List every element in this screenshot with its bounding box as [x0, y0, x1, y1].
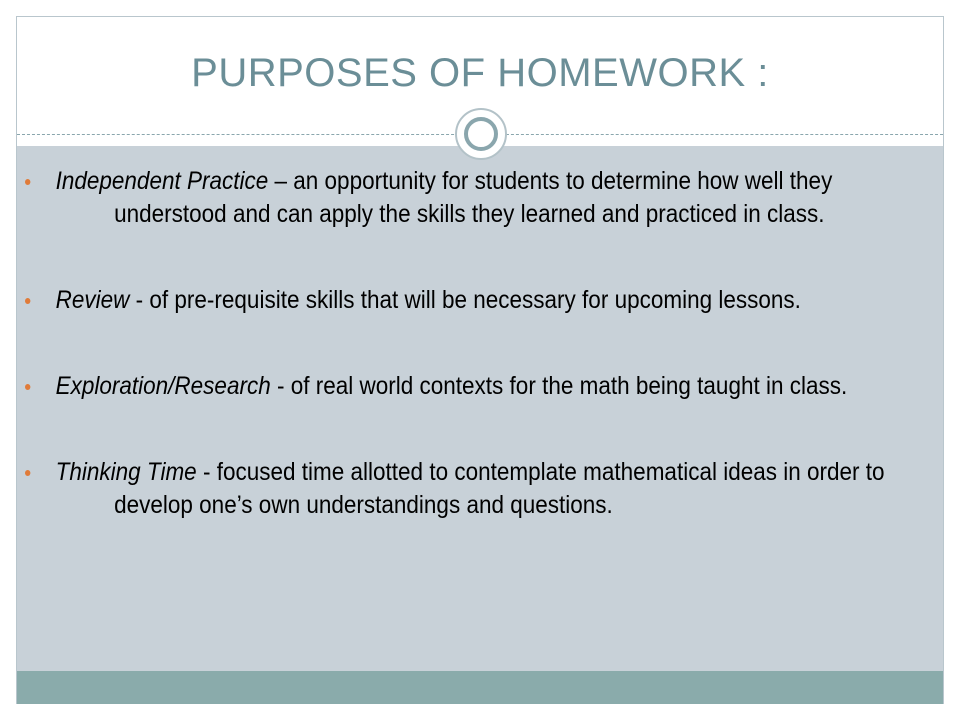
footer-bar [17, 671, 943, 704]
circle-ornament-inner [464, 117, 498, 151]
bullet-text: - of pre-requisite skills that will be necessary for upcoming lessons. [129, 286, 801, 314]
slide [16, 16, 944, 704]
bullet-term: Exploration/Research [55, 372, 271, 400]
bullet-item-review [25, 284, 925, 317]
bullet-term: Thinking Time [55, 458, 197, 486]
bullet-dot-icon [25, 298, 30, 304]
bullet-term: Review [55, 286, 130, 314]
bullet-dot-icon [25, 470, 30, 476]
slide-title: PURPOSES OF HOMEWORK : [191, 51, 769, 95]
content-area [17, 146, 943, 671]
bullet-item-independent-practice [25, 165, 925, 231]
bullet-dot-icon [25, 384, 30, 390]
bullet-item-thinking-time [25, 456, 925, 522]
bullet-item-exploration-research [25, 370, 925, 403]
bullet-text: - focused time allotted to contemplate mathematical ideas in order to develop one’s own understandings and questions. [114, 458, 885, 519]
bullet-dot-icon [25, 179, 30, 185]
bullet-text: – an opportunity for students to determine how well they understood and can apply the skills they learned and practiced in class. [114, 167, 833, 228]
bullet-term: Independent Practice [55, 167, 269, 195]
bullet-list [25, 165, 935, 522]
bullet-text: - of real world contexts for the math being taught in class. [270, 372, 848, 400]
circle-ornament-icon [455, 108, 507, 160]
